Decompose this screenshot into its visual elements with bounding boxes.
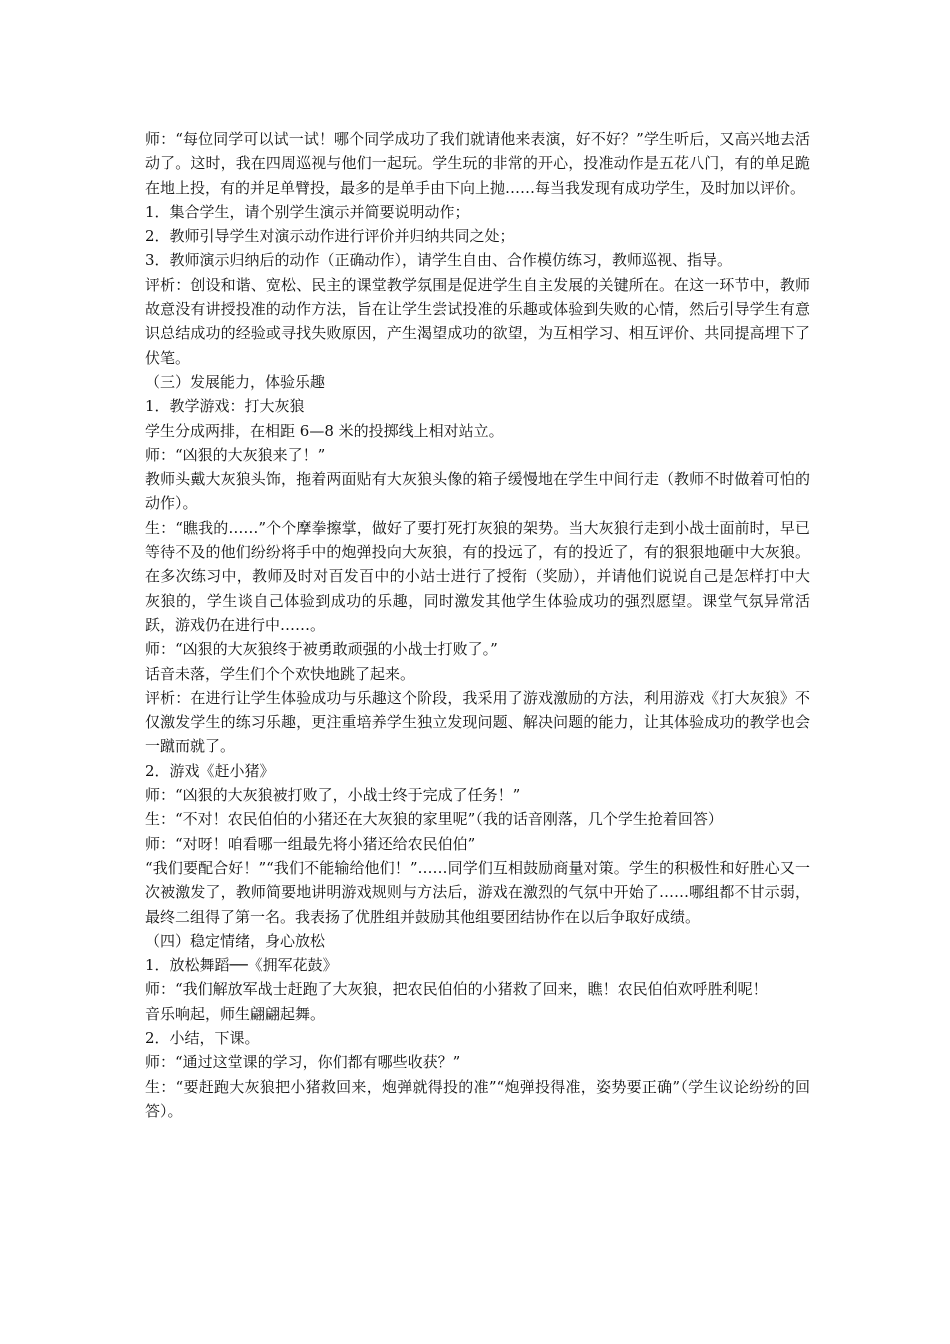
paragraph: 师：“对呀！咱看哪一组最先将小猪还给农民伯伯”	[145, 834, 476, 853]
paragraph: 师：“每位同学可以试一试！哪个同学成功了我们就请他来表演，好不好？”学生听后，又高兴地去活动了。这时，我在四周巡视与他们一起玩。学生玩的非常的开心，投准动作是五花八门，有的单足跪在地上投，有的并足单臂投，最多的是单手由下向上抛……每当我发现有成功学生，及时加以评价。	[145, 130, 810, 197]
section-heading: （四）稳定情绪，身心放松	[145, 931, 326, 950]
list-item: 1．放松舞蹈──《拥军花鼓》	[145, 956, 338, 975]
paragraph: 生：“瞧我的……”个个摩拳擦掌，做好了要打死打灰狼的架势。当大灰狼行走到小战士面前时，早已等待不及的他们纷纷将手中的炮弹投向大灰狼，有的投远了，有的投近了，有的狠狠地砸中大灰狼。在多次练习中，教师及时对百发百中的小站士进行了授衔（奖励），并请他们说说自己是怎样打中大灰狼的，学生谈自己体验到成功的乐趣，同时激发其他学生体验成功的强烈愿望。课堂气氛异常活跃，游戏仍在进行中……。	[145, 518, 810, 634]
paragraph: 话音未落，学生们个个欢快地跳了起来。	[145, 664, 416, 683]
paragraph: 学生分成两排，在相距 6—8 米的投掷线上相对站立。	[145, 421, 504, 440]
section-heading: （三）发展能力，体验乐趣	[145, 372, 326, 391]
list-item: 2．教师引导学生对演示动作进行评价并归纳共同之处；	[145, 227, 515, 246]
list-item: 2．游戏《赶小猪》	[145, 761, 275, 780]
list-item: 1．教学游戏：打大灰狼	[145, 397, 305, 416]
paragraph: 生：“要赶跑大灰狼把小猪救回来，炮弹就得投的准”“炮弹投得准，姿势要正确”（学生议论纷纷的回答）。	[145, 1077, 810, 1120]
paragraph: 师：“我们解放军战士赶跑了大灰狼，把农民伯伯的小猪救了回来，瞧！农民伯伯欢呼胜利呢！	[145, 980, 768, 999]
paragraph: 师：“凶狠的大灰狼来了！”	[145, 445, 326, 464]
paragraph: 生：“不对！农民伯伯的小猪还在大灰狼的家里呢”（我的话音刚落，几个学生抢着回答）	[145, 810, 723, 829]
paragraph: “我们要配合好！”“我们不能输给他们！”……同学们互相鼓励商量对策。学生的积极性和好胜心又一次被激发了，教师简要地讲明游戏规则与方法后，游戏在激烈的气氛中开始了……哪组都不甘示弱，最终二组得了第一名。我表扬了优胜组并鼓励其他组要团结协作在以后争取好成绩。	[145, 858, 810, 926]
document-body	[145, 127, 810, 1123]
paragraph: 评析：在进行让学生体验成功与乐趣这个阶段，我采用了游戏激励的方法，利用游戏《打大灰狼》不仅激发学生的练习乐趣，更注重培养学生独立发现问题、解决问题的能力，让其体验成功的教学也会一蹴而就了。	[145, 688, 810, 756]
paragraph: 评析：创设和谐、宽松、民主的课堂教学氛围是促进学生自主发展的关键所在。在这一环节中，教师故意没有讲授投准的动作方法，旨在让学生尝试投准的乐趣或体验到失败的心情，然后引导学生有意识总结成功的经验或寻找失败原因，产生渴望成功的欲望，为互相学习、相互评价、共同提高埋下了伏笔。	[145, 275, 810, 367]
paragraph: 音乐响起，师生翩翩起舞。	[145, 1004, 326, 1023]
paragraph: 师：“凶狠的大灰狼被打败了，小战士终于完成了任务！”	[145, 786, 521, 805]
paragraph: 教师头戴大灰狼头饰，拖着两面贴有大灰狼头像的箱子缓慢地在学生中间行走（教师不时做着可怕的动作）。	[145, 470, 810, 513]
list-item: 2．小结，下课。	[145, 1028, 260, 1047]
paragraph: 师：“凶狠的大灰狼终于被勇敢顽强的小战士打败了。”	[145, 640, 498, 659]
list-item: 3．教师演示归纳后的动作（正确动作），请学生自由、合作模仿练习，教师巡视、指导。	[145, 251, 733, 270]
paragraph: 师：“通过这堂课的学习，你们都有哪些收获？”	[145, 1053, 461, 1072]
list-item: 1．集合学生，请个别学生演示并简要说明动作；	[145, 202, 470, 221]
